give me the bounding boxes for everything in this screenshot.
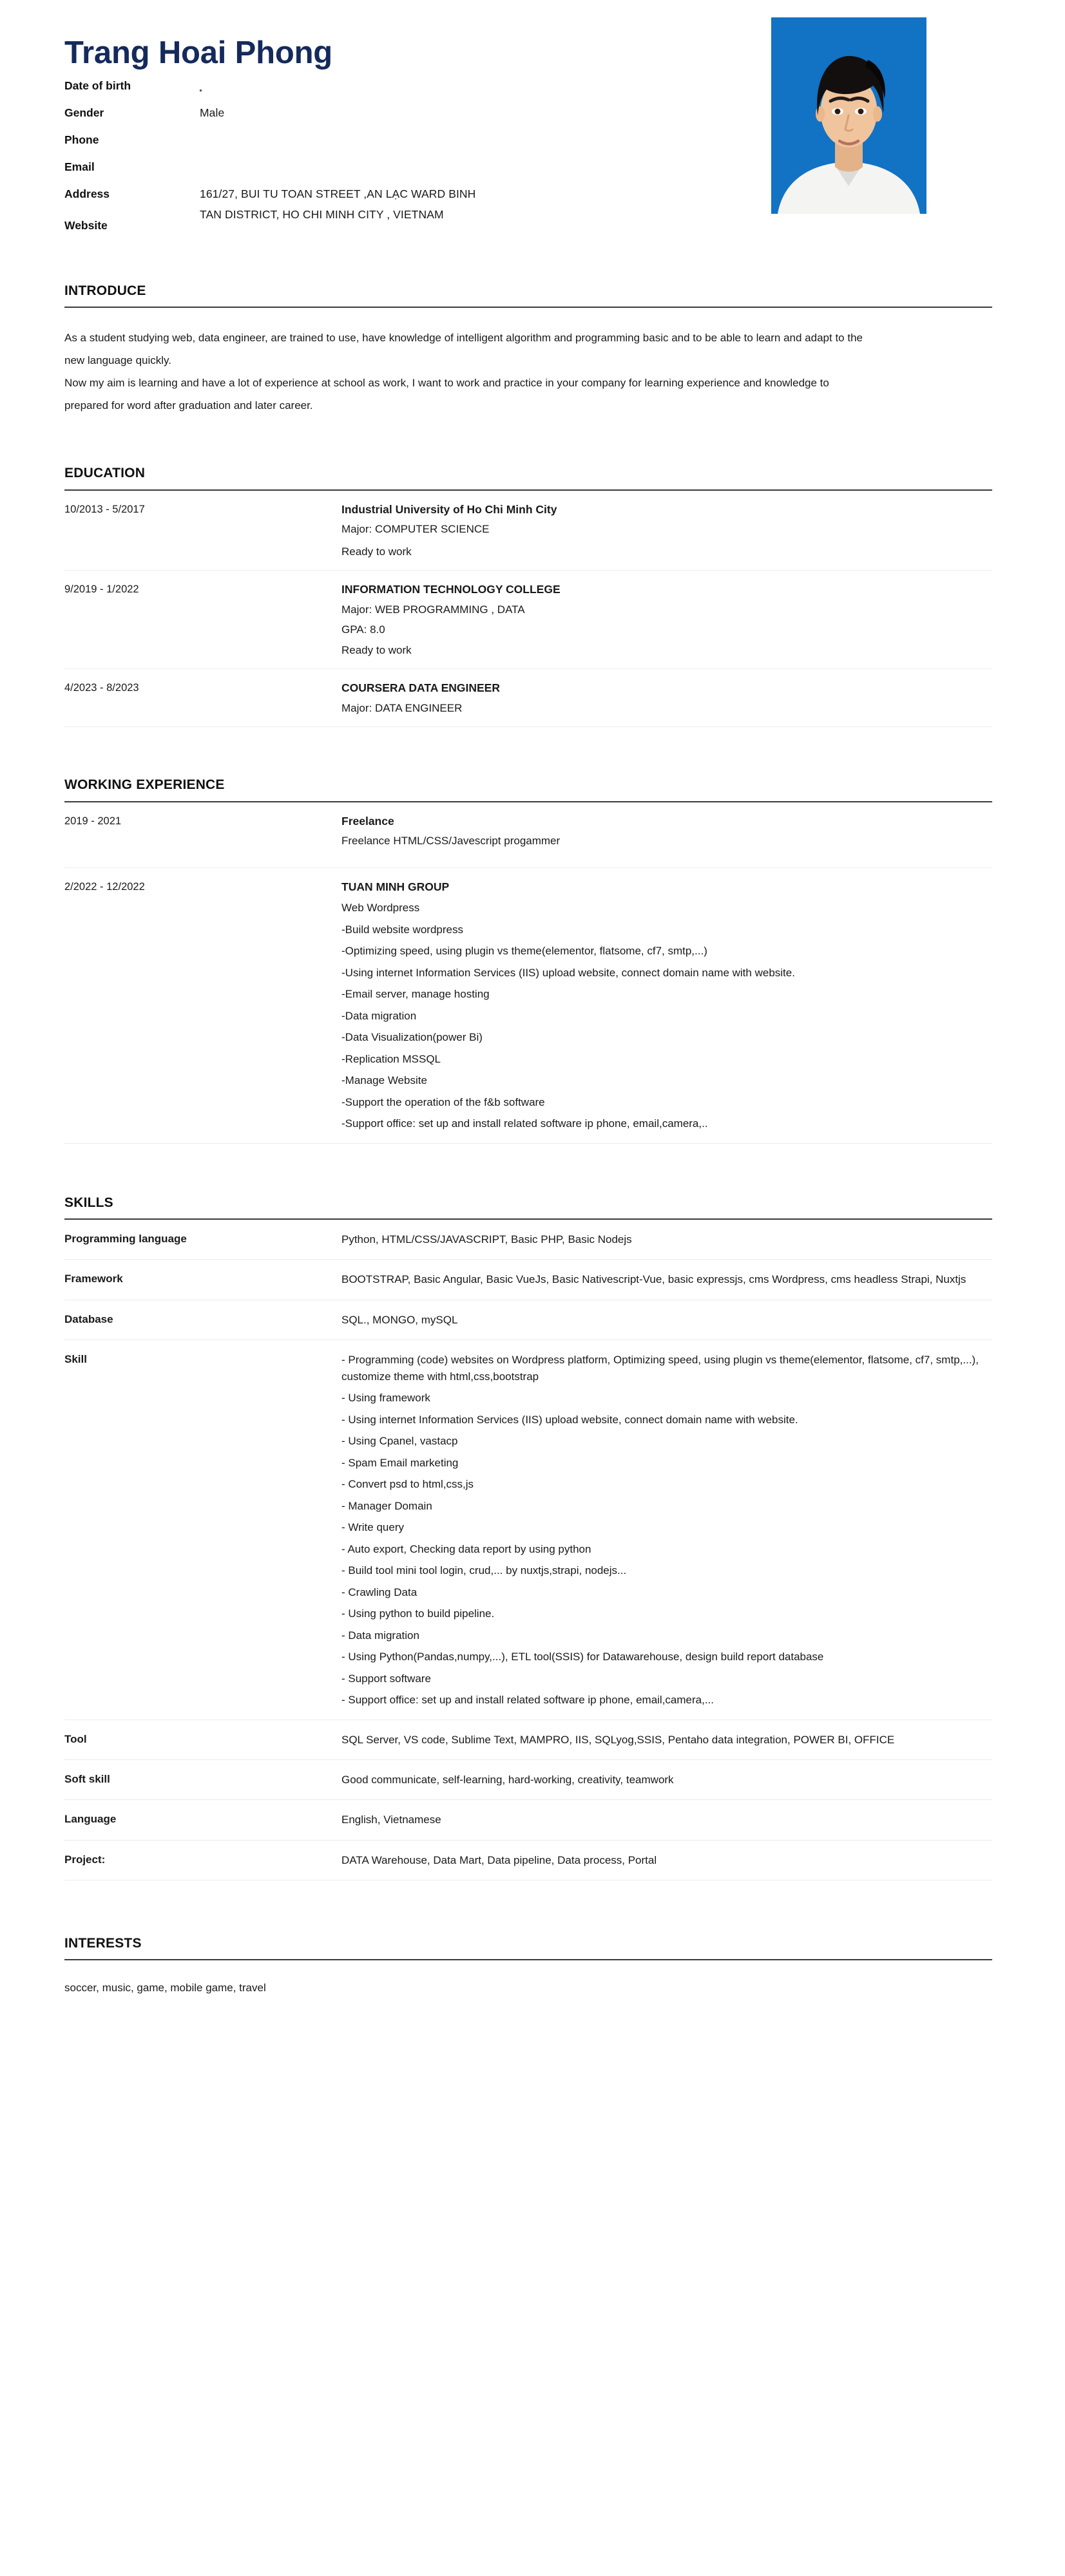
work-bullet: Web Wordpress — [341, 902, 420, 914]
education-line: Ready to work — [341, 545, 412, 558]
info-value-gender: Male — [200, 106, 225, 119]
skill-value-programming-language — [341, 1220, 992, 1260]
work-detail — [341, 802, 992, 868]
work-bullet: -Replication MSSQL — [341, 1052, 441, 1065]
skill-label-skill: Skill — [64, 1340, 341, 1720]
dob-placeholder-dot — [200, 90, 202, 91]
introduce-paragraph: As a student studying web, data engineer, are trained to use, have knowledge of intelligent algorithm and programming basic and to be able to learn and adapt to the new language quickly. — [64, 332, 863, 366]
skill-bullet: - Manager Domain — [341, 1499, 432, 1512]
info-label-website: Website — [64, 219, 108, 232]
skill-bullet: - Convert psd to html,css,js — [341, 1478, 474, 1491]
education-school: Industrial University of Ho Chi Minh City — [341, 502, 557, 516]
info-value-phone — [200, 135, 747, 162]
education-line: Major: DATA ENGINEER — [341, 702, 463, 714]
work-company: Freelance — [341, 814, 394, 828]
table-row — [64, 571, 992, 669]
section-skills — [64, 1195, 1001, 1880]
info-label-phone: Phone — [64, 133, 99, 146]
education-line: Major: COMPUTER SCIENCE — [341, 523, 490, 536]
section-title-introduce: INTRODUCE — [64, 283, 146, 298]
education-period: 9/2019 - 1/2022 — [64, 571, 341, 669]
education-line: Ready to work — [341, 643, 412, 656]
table-row — [64, 189, 747, 220]
education-school: INFORMATION TECHNOLOGY COLLEGE — [341, 583, 561, 596]
address-line-1: 161/27, BUI TU TOAN STREET ,AN LẠC WARD BINH — [200, 187, 476, 200]
education-period: 4/2023 - 8/2023 — [64, 669, 341, 727]
work-line: Freelance HTML/CSS/Javescript progammer — [341, 835, 561, 848]
table-row — [64, 802, 992, 868]
work-bullet: -Email server, manage hosting — [341, 988, 490, 1001]
skill-bullet: - Auto export, Checking data report by using python — [341, 1542, 591, 1555]
info-label-date-of-birth: Date of birth — [64, 79, 131, 92]
introduce-body — [64, 327, 870, 417]
table-row — [64, 1719, 992, 1759]
work-period: 2019 - 2021 — [64, 802, 341, 868]
skill-value-line: SQL Server, VS code, Sublime Text, MAMPRO, IIS, SQLyog,SSIS, Pentaho data integration, POWER BI, OFFICE — [341, 1733, 895, 1746]
table-row — [64, 80, 747, 108]
skill-bullet: - Programming (code) websites on Wordpress platform, Optimizing speed, using plugin vs theme(elementor, flatsome, cf7, smtp,...), customize theme with html,css,bootstrap — [341, 1354, 979, 1383]
address-line-2: TAN DISTRICT, HO CHI MINH CITY , VIETNAM — [200, 207, 444, 221]
skill-value-framework — [341, 1260, 992, 1300]
skill-bullet: - Write query — [341, 1521, 404, 1534]
personal-info-table — [64, 80, 747, 247]
skill-value-line: SQL., MONGO, mySQL — [341, 1313, 458, 1326]
skill-bullet: - Crawling Data — [341, 1586, 417, 1598]
work-bullet: -Optimizing speed, using plugin vs theme(elementor, flatsome, cf7, smtp,...) — [341, 945, 707, 958]
work-bullet: -Manage Website — [341, 1074, 427, 1087]
skill-label-tool: Tool — [64, 1719, 341, 1759]
education-school: COURSERA DATA ENGINEER — [341, 681, 500, 695]
skill-value-line: English, Vietnamese — [341, 1814, 441, 1826]
skill-label-language: Language — [64, 1800, 341, 1840]
info-label-email: Email — [64, 160, 95, 173]
skill-value-line: Good communicate, self-learning, hard-working, creativity, teamwork — [341, 1773, 674, 1786]
interests-body: soccer, music, game, mobile game, travel — [64, 1982, 266, 1994]
work-bullet: -Using internet Information Services (IIS) upload website, connect domain name with website. — [341, 966, 795, 979]
table-row — [64, 1340, 992, 1720]
skill-bullet: - Using Cpanel, vastacp — [341, 1435, 458, 1448]
skill-value-language — [341, 1800, 992, 1840]
education-table — [64, 491, 992, 728]
work-bullet: -Data migration — [341, 1009, 417, 1022]
skill-value-line: Python, HTML/CSS/JAVASCRIPT, Basic PHP, Basic Nodejs — [341, 1233, 632, 1246]
skill-value-line: BOOTSTRAP, Basic Angular, Basic VueJs, Basic Nativescript-Vue, basic expressjs, cms Wordpress, cms headless Strapi, Nuxtjs — [341, 1273, 966, 1286]
section-title-education: EDUCATION — [64, 466, 146, 481]
skill-bullet: - Data migration — [341, 1629, 419, 1642]
education-line: Major: WEB PROGRAMMING , DATA — [341, 603, 525, 616]
education-line: GPA: 8.0 — [341, 623, 385, 636]
education-period: 10/2013 - 5/2017 — [64, 491, 341, 571]
table-row — [64, 1260, 992, 1300]
resume-header — [64, 0, 1001, 247]
section-title-working-experience: WORKING EXPERIENCE — [64, 777, 225, 793]
table-row — [64, 491, 992, 571]
avatar — [771, 17, 926, 214]
skill-value-soft-skill — [341, 1759, 992, 1799]
info-value-email — [200, 162, 747, 189]
skill-value-line: DATA Warehouse, Data Mart, Data pipeline, Data process, Portal — [341, 1853, 657, 1866]
work-company: TUAN MINH GROUP — [341, 880, 450, 893]
working-experience-table — [64, 802, 992, 1144]
section-working-experience — [64, 777, 1001, 1144]
work-bullet: -Support office: set up and install related software ip phone, email,camera,.. — [341, 1117, 708, 1130]
table-row — [64, 1840, 992, 1880]
skills-table — [64, 1220, 992, 1880]
skill-bullet: - Using framework — [341, 1392, 430, 1405]
skill-value-skill — [341, 1340, 992, 1720]
skill-label-framework: Framework — [64, 1260, 341, 1300]
work-bullet: -Build website wordpress — [341, 923, 463, 936]
info-value-date-of-birth — [200, 80, 747, 108]
skill-bullet: - Support office: set up and install related software ip phone, email,camera,... — [341, 1694, 714, 1707]
table-row — [64, 669, 992, 727]
info-value-website — [200, 220, 747, 247]
skill-bullet: - Using Python(Pandas,numpy,...), ETL tool(SSIS) for Datawarehouse, design build report database — [341, 1651, 824, 1663]
skill-label-project: Project: — [64, 1840, 341, 1880]
work-period: 2/2022 - 12/2022 — [64, 867, 341, 1143]
work-detail — [341, 867, 992, 1143]
table-row — [64, 1220, 992, 1260]
section-education — [64, 466, 1001, 727]
section-introduce — [64, 283, 1001, 417]
page-title: Trang Hoai Phong — [64, 35, 333, 70]
section-divider — [64, 307, 992, 308]
table-row — [64, 135, 747, 162]
table-row — [64, 1300, 992, 1340]
skill-bullet: - Using python to build pipeline. — [341, 1607, 495, 1620]
skill-bullet-list — [341, 1352, 992, 1709]
skill-label-database: Database — [64, 1300, 341, 1340]
skill-bullet: - Support software — [341, 1672, 431, 1685]
skill-value-tool — [341, 1719, 992, 1759]
education-detail — [341, 491, 992, 571]
info-label-address: Address — [64, 187, 110, 200]
info-label-gender: Gender — [64, 106, 104, 119]
skill-value-project — [341, 1840, 992, 1880]
skill-label-soft-skill: Soft skill — [64, 1759, 341, 1799]
education-detail — [341, 669, 992, 727]
table-row — [64, 1759, 992, 1799]
table-row — [64, 1800, 992, 1840]
skill-label-programming-language: Programming language — [64, 1220, 341, 1260]
work-bullet-list — [341, 900, 992, 1132]
work-bullet: -Support the operation of the f&b software — [341, 1095, 545, 1108]
work-bullet: -Data Visualization(power Bi) — [341, 1031, 483, 1044]
skill-value-database — [341, 1300, 992, 1340]
info-value-address — [200, 189, 747, 220]
table-row — [64, 162, 747, 189]
skill-bullet: - Spam Email marketing — [341, 1456, 459, 1469]
section-title-skills: SKILLS — [64, 1195, 113, 1210]
introduce-paragraph: Now my aim is learning and have a lot of experience at school as work, I want to work and practice in your company for learning experience and knowledge to prepared for word after graduation and later career. — [64, 376, 829, 412]
table-row — [64, 108, 747, 135]
section-divider — [64, 1959, 992, 1960]
skill-bullet: - Using internet Information Services (IIS) upload website, connect domain name with website. — [341, 1413, 798, 1426]
table-row — [64, 220, 747, 247]
section-title-interests: INTERESTS — [64, 1935, 142, 1951]
section-interests — [64, 1936, 1001, 1996]
table-row — [64, 867, 992, 1143]
skill-bullet: - Build tool mini tool login, crud,... by nuxtjs,strapi, nodejs... — [341, 1564, 627, 1577]
education-detail — [341, 571, 992, 669]
